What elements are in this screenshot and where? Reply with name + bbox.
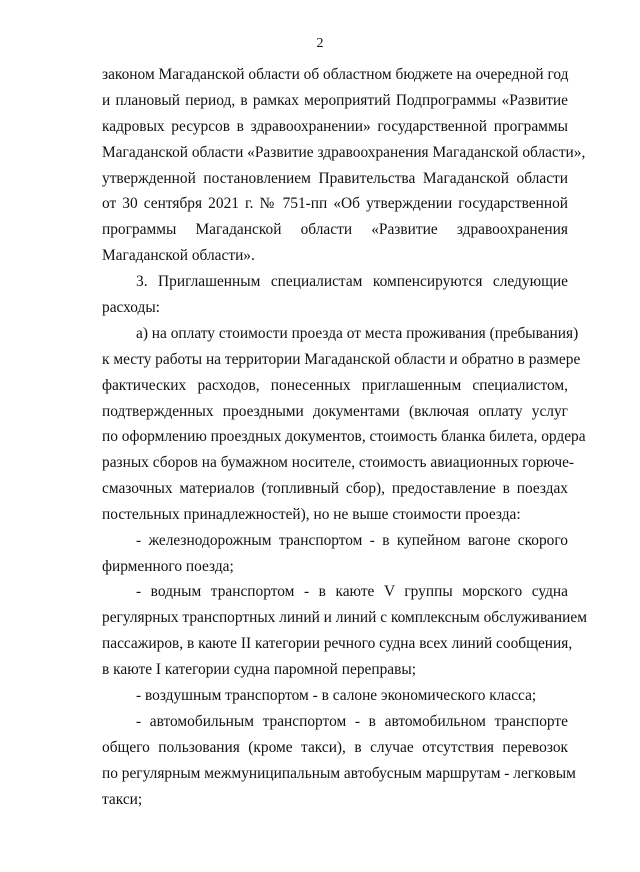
text-line: по оформлению проездных документов, стоимость бланка билета, ордера <box>102 428 586 445</box>
text-line: общего пользования (кроме такси), в случае отсутствия перевозок <box>102 739 568 756</box>
text-line: такси; <box>102 791 143 808</box>
text-line: к месту работы на территории Магаданской области и обратно в размере <box>102 351 581 368</box>
text-line: подтвержденных проездными документами (включая оплату услуг <box>102 403 568 420</box>
text-line: Магаданской области «Развитие здравоохранения Магаданской области», <box>102 144 586 161</box>
text-line: - воздушным транспортом - в салоне экономического класса; <box>136 687 537 704</box>
text-line: от 30 сентября 2021 г. № 751-пп «Об утверждении государственной <box>102 195 568 212</box>
text-line: - автомобильным транспортом - в автомобильном транспорте <box>136 713 568 730</box>
text-line: регулярных транспортных линий и линий с комплексным обслуживанием <box>102 609 587 626</box>
text-line: пассажиров, в каюте II категории речного судна всех линий сообщения, <box>102 635 573 652</box>
text-line: кадровых ресурсов в здравоохранении» государственной программы <box>102 118 568 135</box>
text-line: постельных принадлежностей), но не выше стоимости проезда: <box>102 506 521 523</box>
text-line: расходы: <box>102 299 160 316</box>
page-number: 2 <box>316 36 324 51</box>
text-line: смазочных материалов (топливный сбор), предоставление в поездах <box>102 480 568 497</box>
text-line: Магаданской области». <box>102 247 255 264</box>
text-line: разных сборов на бумажном носителе, стоимость авиационных горюче- <box>102 454 575 471</box>
text-line: а) на оплату стоимости проезда от места проживания (пребывания) <box>136 325 579 342</box>
text-line: и плановый период, в рамках мероприятий Подпрограммы «Развитие <box>102 92 568 109</box>
text-line: по регулярным межмуниципальным автобусным маршрутам - легковым <box>102 765 576 782</box>
text-line: фирменного поезда; <box>102 558 234 575</box>
text-line: утвержденной постановлением Правительства Магаданской области <box>102 170 568 187</box>
text-line: законом Магаданской области об областном бюджете на очередной год <box>102 66 569 83</box>
text-line: в каюте I категории судна паромной переправы; <box>102 661 416 678</box>
text-line: программы Магаданской области «Развитие здравоохранения <box>102 221 568 238</box>
text-line: фактических расходов, понесенных приглашенным специалистом, <box>102 377 568 394</box>
text-line: 3. Приглашенным специалистам компенсируются следующие <box>136 273 568 290</box>
text-line: - железнодорожным транспортом - в купейном вагоне скорого <box>136 532 568 549</box>
text-line: - водным транспортом - в каюте V группы морского судна <box>136 583 568 600</box>
